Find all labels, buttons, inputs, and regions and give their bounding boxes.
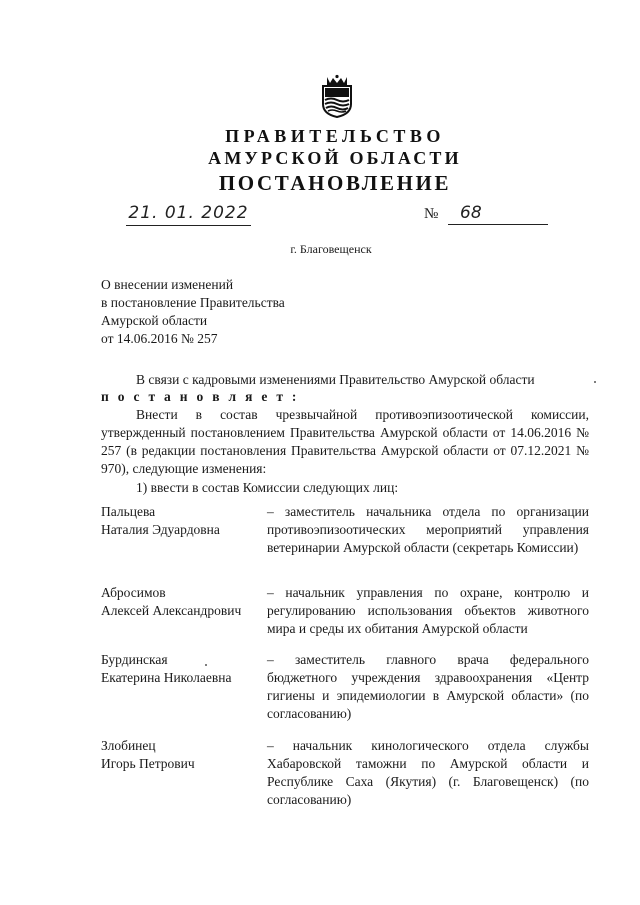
decree-word: п о с т а н о в л я е т : — [101, 389, 300, 404]
member-name — [101, 737, 266, 773]
member-role: – начальник кинологического отдела службы Хабаровской таможни по Амурской области и Республике Саха (Якутия) (г. Благовещенск) (по согласованию) — [267, 738, 589, 807]
item-1-paragraph: 1) ввести в состав Комиссии следующих лиц: — [136, 480, 399, 495]
member-name — [101, 584, 266, 620]
member-name — [101, 503, 266, 539]
member-name — [101, 651, 266, 687]
subject-line: Амурской области — [101, 313, 208, 328]
member-role: – заместитель начальника отдела по организации противоэпизоотических мероприятий управления ветеринарии Амурской области (секретарь Комиссии) — [267, 504, 589, 555]
document-type-title: ПОСТАНОВЛЕНИЕ — [218, 171, 452, 195]
document-number: 68 — [448, 203, 548, 225]
subject-line: от 14.06.2016 № 257 — [101, 331, 218, 346]
member-given-names: Екатерина Николаевна — [101, 670, 232, 685]
scan-speck — [205, 664, 207, 666]
number-label: № — [424, 206, 439, 222]
main-paragraph: Внести в состав чрезвычайной противоэпизоотической комиссии, утвержденный постановлением Правительства Амурской области от 14.06.2016 № 257 (в редакции постановления Правительства Амурской области от 07.12.2021 № 970), следующие изменения: — [101, 407, 589, 476]
document-subject — [101, 276, 285, 348]
member-role: – заместитель главного врача федерального бюджетного учреждения здравоохранения «Центр гигиены и эпидемиологии в Амурской области» (по согласованию) — [267, 652, 589, 721]
intro-paragraph: В связи с кадровыми изменениями Правительство Амурской области — [136, 372, 535, 387]
city-name: г. Благовещенск — [290, 242, 372, 256]
member-surname: Бурдинская — [101, 652, 168, 667]
subject-line: в постановление Правительства — [101, 295, 285, 310]
member-given-names: Алексей Александрович — [101, 603, 242, 618]
member-role: – начальник управления по охране, контролю и регулированию использования объектов животного мира и среды их обитания Амурской области — [267, 585, 589, 636]
government-title: ПРАВИТЕЛЬСТВО — [225, 126, 445, 146]
amur-region-coat-of-arms-icon — [319, 74, 355, 118]
scan-speck — [594, 381, 596, 383]
subject-line: О внесении изменений — [101, 277, 234, 292]
member-given-names: Игорь Петрович — [101, 756, 195, 771]
region-title: АМУРСКОЙ ОБЛАСТИ — [208, 148, 462, 168]
member-surname: Злобинец — [101, 738, 156, 753]
document-date: 21. 01. 2022 — [126, 203, 251, 226]
member-surname: Пальцева — [101, 504, 156, 519]
member-given-names: Наталия Эдуардовна — [101, 522, 220, 537]
member-surname: Абросимов — [101, 585, 166, 600]
